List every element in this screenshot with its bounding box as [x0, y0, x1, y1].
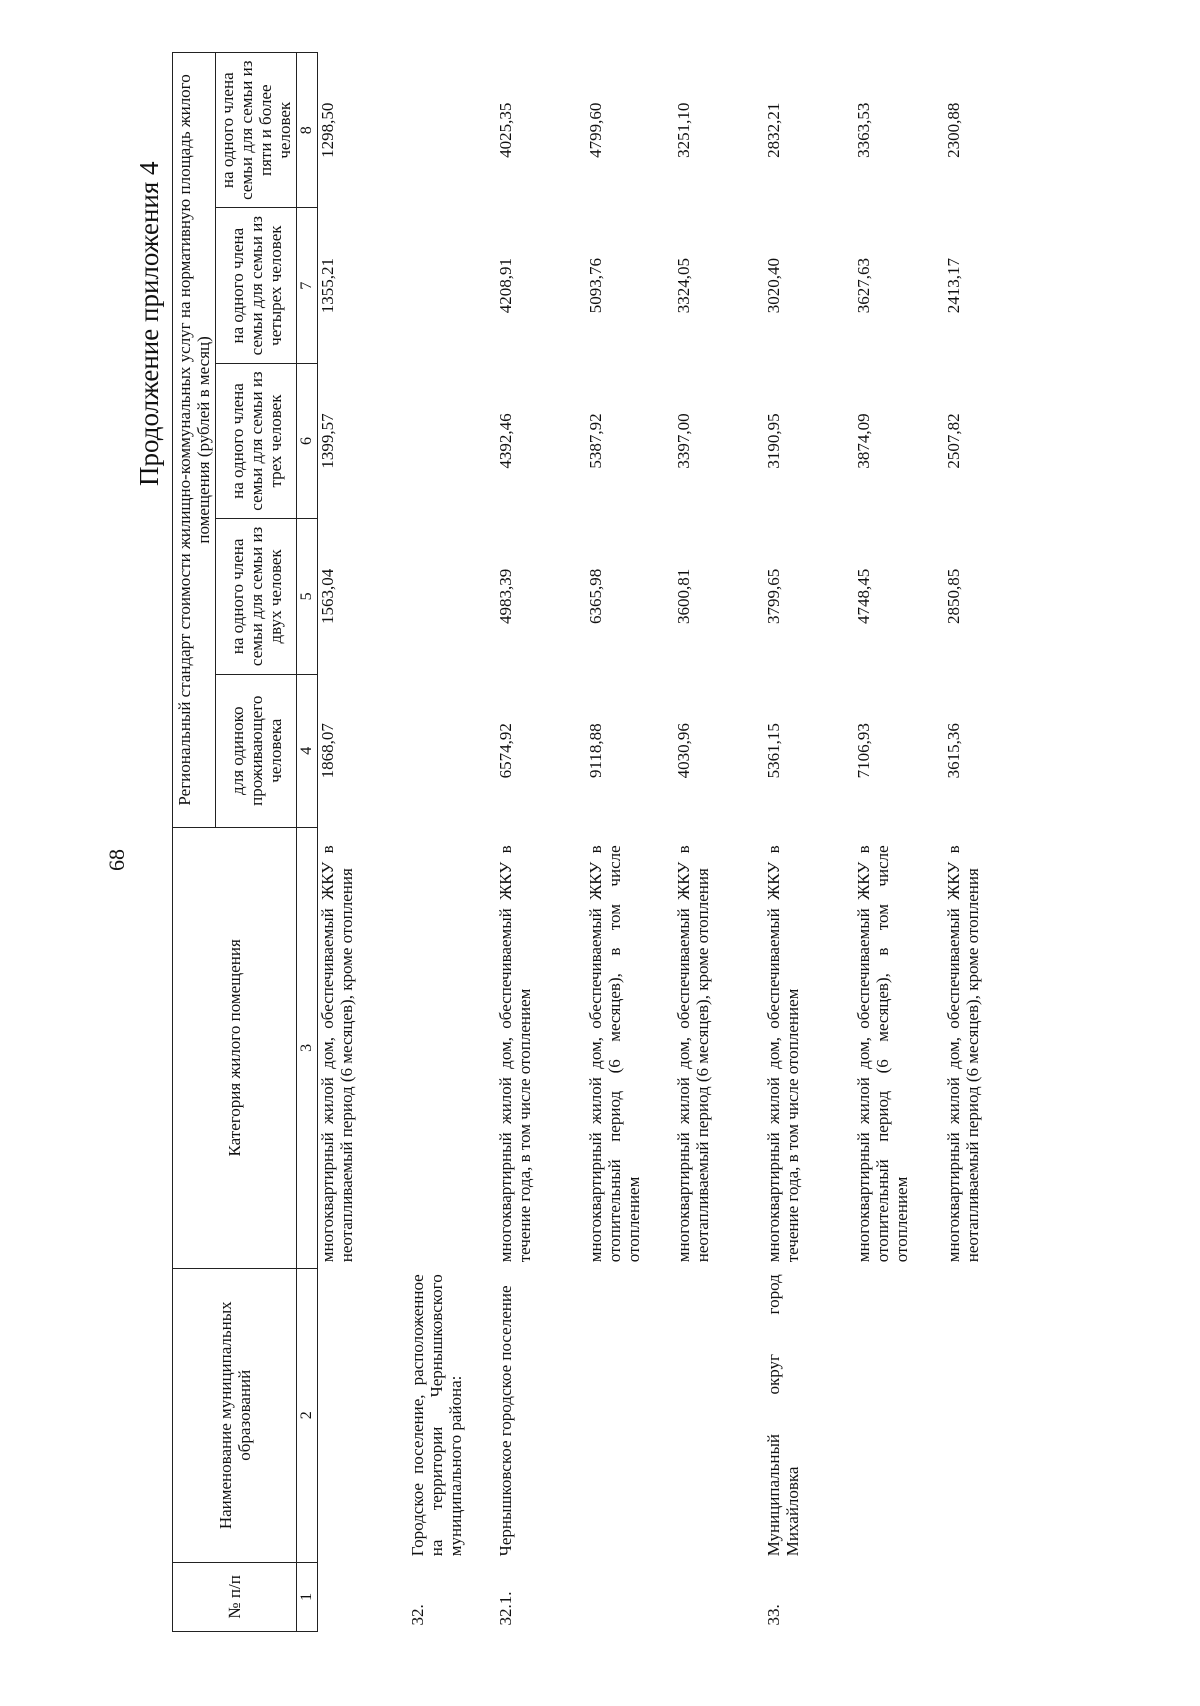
row-value-four: 2413,17	[943, 258, 963, 314]
table-row	[318, 53, 408, 1632]
row-category: многоквартирный жилой дом, обеспечиваемый ЖКУ в течение года, в том числе отоплением	[495, 845, 534, 1263]
row-number	[586, 1562, 674, 1631]
row-value-three: 3190,95	[763, 413, 783, 469]
row-municipality: Муниципальный округ город Михайловка	[763, 1274, 802, 1557]
row-value-two: 6365,98	[585, 568, 605, 625]
table-row	[854, 53, 944, 1632]
header-sub-single: для одиноко проживающего человека	[216, 674, 297, 827]
table-row	[674, 53, 764, 1632]
page-number: 68	[104, 849, 129, 871]
row-municipality	[318, 1268, 408, 1562]
row-value-four: 3324,05	[673, 258, 693, 314]
row-value-three: 4392,46	[495, 413, 515, 469]
header-num-3: 3	[297, 827, 318, 1268]
row-number	[944, 1562, 1034, 1631]
row-value-five	[408, 53, 496, 208]
header-sub-five: на одного члена семьи для семьи из пяти и более человек	[216, 53, 297, 208]
row-value-three: 1399,57	[318, 413, 338, 469]
header-sub-two: на одного члена семьи для семьи из двух человек	[216, 519, 297, 674]
row-value-two: 3799,65	[763, 568, 783, 625]
row-category: многоквартирный жилой дом, обеспечиваемый ЖКУ в неотапливаемый период (6 месяцев), кроме отопления	[318, 845, 357, 1263]
row-value-four: 3627,63	[853, 258, 873, 314]
row-value-single: 4030,96	[673, 723, 693, 779]
row-value-five: 3251,10	[673, 102, 693, 158]
table-row	[944, 53, 1034, 1632]
row-value-single	[408, 674, 496, 827]
row-value-three: 3397,00	[673, 413, 693, 469]
row-value-single: 6574,92	[495, 723, 515, 779]
row-municipality	[944, 1268, 1034, 1562]
header-sub-three: на одного члена семьи для семьи из трех человек	[216, 363, 297, 518]
row-value-single: 1868,07	[318, 723, 338, 779]
row-value-three: 5387,92	[585, 413, 605, 469]
row-value-three: 3874,09	[853, 413, 873, 469]
row-value-single: 3615,36	[943, 723, 963, 779]
header-num-4: 4	[297, 674, 318, 827]
row-value-single: 5361,15	[763, 723, 783, 779]
row-value-two: 1563,04	[318, 568, 338, 625]
row-category: многоквартирный жилой дом, обеспечиваемый ЖКУ в неотапливаемый период (6 месяцев), кроме отопления	[673, 845, 712, 1263]
row-number	[674, 1562, 764, 1631]
row-value-four	[408, 208, 496, 363]
header-col-category: Категория жилого помещения	[173, 827, 297, 1268]
header-col-number: № п/п	[173, 1562, 297, 1631]
row-number: 33.	[763, 1604, 783, 1626]
row-number: 32.	[407, 1604, 427, 1626]
row-value-four: 4208,91	[495, 258, 515, 314]
header-num-1: 1	[297, 1562, 318, 1631]
row-category: многоквартирный жилой дом, обеспечиваемый ЖКУ в течение года, в том числе отоплением	[763, 845, 802, 1263]
row-category: многоквартирный жилой дом, обеспечиваемый ЖКУ в отопительный период (6 месяцев), в том числе отоплением	[853, 845, 911, 1263]
row-municipality: Чернышковское городское поселение	[495, 1285, 515, 1557]
row-municipality	[586, 1268, 674, 1562]
row-category	[408, 827, 496, 1268]
header-sub-four: на одного члена семьи для семьи из четырех человек	[216, 208, 297, 363]
row-category: многоквартирный жилой дом, обеспечиваемый ЖКУ в отопительный период (6 месяцев), в том числе отоплением	[585, 845, 643, 1263]
row-value-five: 2300,88	[943, 102, 963, 158]
row-value-four: 3020,40	[763, 258, 783, 314]
header-group-standard: Региональный стандарт стоимости жилищно-коммунальных услуг на нормативную площадь жилого помещения (рублей в месяц)	[173, 53, 216, 828]
header-num-8: 8	[297, 53, 318, 208]
row-value-two: 2850,85	[943, 568, 963, 625]
row-value-five: 4799,60	[585, 102, 605, 158]
row-value-four: 5093,76	[585, 258, 605, 314]
appendix-continuation-label: Продолжение приложения 4	[134, 161, 164, 486]
row-value-five: 1298,50	[318, 102, 338, 158]
header-col-name: Наименование муниципальных образований	[173, 1268, 297, 1562]
row-value-three: 2507,82	[943, 413, 963, 469]
table-row	[586, 53, 674, 1632]
header-num-5: 5	[297, 519, 318, 674]
row-municipality	[674, 1268, 764, 1562]
row-value-two: 3600,81	[673, 568, 693, 625]
row-value-three	[408, 363, 496, 518]
row-value-five: 4025,35	[495, 102, 515, 158]
row-number	[854, 1562, 944, 1631]
table-row	[764, 53, 854, 1632]
row-value-single: 7106,93	[853, 723, 873, 779]
row-municipality	[854, 1268, 944, 1562]
row-value-four: 1355,21	[318, 258, 338, 314]
row-value-five: 3363,53	[853, 102, 873, 158]
row-value-two	[408, 519, 496, 674]
table-row	[496, 53, 586, 1632]
table-row	[408, 53, 496, 1632]
row-value-two: 4983,39	[495, 568, 515, 625]
row-number: 32.1.	[495, 1591, 515, 1626]
header-num-2: 2	[297, 1268, 318, 1562]
row-category: многоквартирный жилой дом, обеспечиваемый ЖКУ в неотапливаемый период (6 месяцев), кроме отопления	[943, 845, 982, 1263]
row-municipality: Городское поселение, расположенное на территории Чернышковского муниципального района:	[407, 1274, 465, 1557]
row-number	[318, 1562, 408, 1631]
header-num-7: 7	[297, 208, 318, 363]
row-value-five: 2832,21	[763, 102, 783, 158]
row-value-single: 9118,88	[585, 723, 605, 779]
row-value-two: 4748,45	[853, 568, 873, 625]
regional-standard-table	[172, 52, 1034, 1632]
header-num-6: 6	[297, 363, 318, 518]
